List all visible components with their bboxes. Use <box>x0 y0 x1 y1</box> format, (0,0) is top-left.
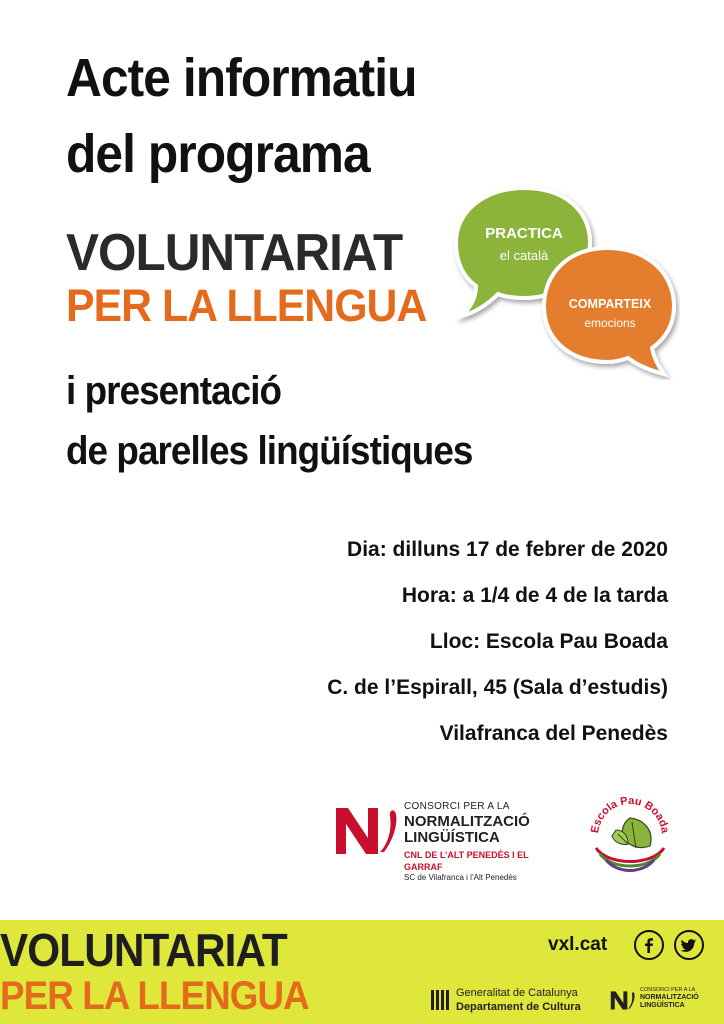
school-logo <box>588 790 672 874</box>
footer-program-line-2: PER LA LLENGUA <box>0 974 309 1018</box>
generalitat-icon <box>430 988 450 1012</box>
footer-website[interactable]: vxl.cat <box>548 934 608 955</box>
bubble-emocions-text: emocions <box>584 316 636 330</box>
subtitle-line-1: i presentació <box>66 369 282 413</box>
event-date: Dia: dilluns 17 de febrer de 2020 <box>347 538 668 561</box>
event-details <box>327 537 668 767</box>
bubble-practica-text: PRACTICA <box>485 225 563 242</box>
title-line-2: del programa <box>66 124 370 184</box>
event-town: Vilafranca del Penedès <box>439 722 668 745</box>
program-name-line-1: VOLUNTARIAT <box>66 224 403 282</box>
cnl-line-2: NORMALITZACIÓ <box>404 813 530 830</box>
facebook-icon[interactable] <box>634 930 664 960</box>
speech-bubbles-graphic <box>448 182 680 380</box>
event-address: C. de l’Espirall, 45 (Sala d’estudis) <box>327 676 668 699</box>
cnl-line-5: SC de Vilafranca i l’Alt Penedès <box>404 873 517 882</box>
footer-cnl-logo <box>610 986 710 1016</box>
subtitle-line-2: de parelles lingüístiques <box>66 429 473 473</box>
footer-band <box>0 920 724 1024</box>
cnl-icon <box>334 804 400 856</box>
school-name: Escola Pau Boada <box>589 794 671 835</box>
cnl-icon <box>610 988 636 1012</box>
cnl-logo <box>334 800 564 880</box>
title-line-1: Acte informatiu <box>66 48 417 108</box>
generalitat-department: Departament de Cultura <box>456 1001 581 1013</box>
cnl-line-1: CONSORCI PER A LA <box>404 801 510 812</box>
bubble-comparteix-text: COMPARTEIX <box>568 297 652 311</box>
generalitat-name: Generalitat de Catalunya <box>456 987 578 999</box>
bubble-catala-text: el català <box>499 248 549 263</box>
footer-cnl-line-2: NORMALITZACIÓ <box>640 994 699 1001</box>
twitter-icon[interactable] <box>674 930 704 960</box>
orange-speech-bubble <box>544 248 674 374</box>
footer-cnl-line-3: LINGÜÍSTICA <box>640 1002 685 1009</box>
program-name-line-2: PER LA LLENGUA <box>66 280 427 331</box>
cnl-line-4: CNL DE L’ALT PENEDÈS I EL GARRAF <box>404 850 529 872</box>
cnl-line-3: LINGÜÍSTICA <box>404 829 500 846</box>
event-time: Hora: a 1/4 de 4 de la tarda <box>401 584 668 607</box>
footer-cnl-line-1: CONSORCI PER A LA <box>640 987 696 993</box>
event-place: Lloc: Escola Pau Boada <box>429 630 668 653</box>
footer-program-line-1: VOLUNTARIAT <box>0 924 287 976</box>
leaf-icon <box>612 818 651 848</box>
